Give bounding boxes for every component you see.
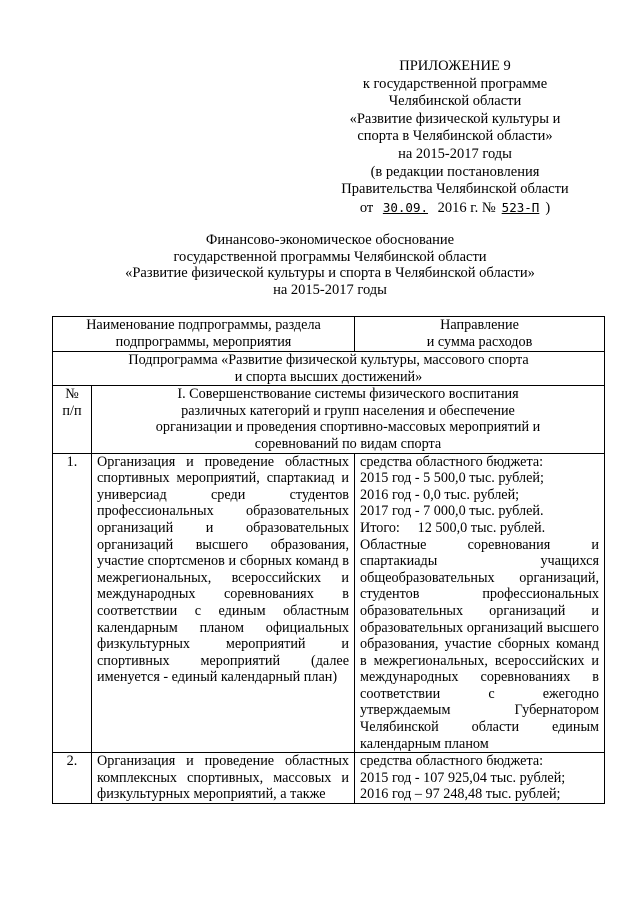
section-title-line: I. Совершенствование системы физического воспитания bbox=[177, 386, 519, 403]
section-title-cell bbox=[92, 386, 605, 453]
funding-line: 2015 год - 107 925,04 тыс. рублей; bbox=[360, 769, 566, 786]
document-title bbox=[70, 232, 590, 298]
section-title-line: соревнований по видам спорта bbox=[254, 435, 442, 452]
header-name-cell bbox=[53, 317, 355, 352]
funding-total: Итого: 12 500,0 тыс. рублей. bbox=[360, 519, 546, 536]
pp-label: п/п bbox=[62, 402, 82, 419]
subprogram-line: и спорта высших достижений» bbox=[234, 368, 423, 385]
appendix-line: к государственной программе bbox=[362, 75, 548, 92]
date-year: 2016 г. № bbox=[437, 199, 496, 216]
appendix-header bbox=[330, 58, 580, 217]
table-row bbox=[53, 453, 605, 753]
row-number: 1. bbox=[53, 453, 92, 753]
document-title-line: Финансово-экономическое обоснование bbox=[205, 232, 455, 248]
section-number-cell bbox=[53, 386, 92, 453]
section-row bbox=[53, 386, 605, 453]
activity-name: Организация и проведение областных комплексных спортивных, массовых и физкультурных мероприятий, а также bbox=[92, 753, 355, 804]
header-name-line: подпрограммы, мероприятия bbox=[115, 333, 292, 350]
funding-line: средства областного бюджета: bbox=[360, 453, 544, 470]
header-direction-cell bbox=[355, 317, 605, 352]
table-header-row bbox=[53, 317, 605, 352]
document-title-line: на 2015-2017 годы bbox=[273, 281, 387, 298]
funding-line: 2015 год - 5 500,0 тыс. рублей; bbox=[360, 470, 544, 487]
number-label: № bbox=[65, 386, 79, 403]
appendix-line: на 2015-2017 годы bbox=[398, 145, 512, 162]
header-direction-line: и сумма расходов bbox=[426, 333, 533, 350]
section-title-line: различных категорий и групп населения и обеспечение bbox=[181, 402, 515, 419]
date-stamp: 30.09. bbox=[382, 199, 429, 215]
decree-number-stamp: 523-П bbox=[501, 199, 540, 215]
subprogram-cell bbox=[53, 352, 605, 386]
document-title-line: государственной программы Челябинской области bbox=[173, 248, 487, 265]
activity-name: Организация и проведение областных спортивных мероприятий, спартакиад и универсиад среди студентов профессиональных образовательных организаций и образовательных организаций высшего образования, участие спортсменов и сборных команд в межрегиональных, всероссийских и международных соревнованиях в соответствии с единым областным календарным планом официальных физкультурных мероприятий и спортивных мероприятий (далее именуется - единый календарный план) bbox=[92, 453, 355, 753]
appendix-line: Челябинской области bbox=[388, 93, 522, 110]
header-direction-line: Направление bbox=[440, 317, 519, 333]
funding-cell bbox=[355, 753, 605, 804]
table-row bbox=[53, 753, 605, 804]
funding-line: 2017 год - 7 000,0 тыс. рублей. bbox=[360, 503, 544, 520]
financial-justification-table bbox=[52, 316, 605, 804]
funding-cell bbox=[355, 453, 605, 753]
appendix-line: спорта в Челябинской области» bbox=[357, 128, 553, 145]
document-title-line: «Развитие физической культуры и спорта в Челябинской области» bbox=[125, 265, 535, 282]
appendix-line: «Развитие физической культуры и bbox=[349, 110, 561, 127]
section-title-line: организации и проведения спортивно-массовых мероприятий и bbox=[155, 419, 541, 436]
appendix-line: Правительства Челябинской области bbox=[341, 181, 569, 198]
header-name-line: Наименование подпрограммы, раздела bbox=[86, 317, 321, 333]
activity-description: Областные соревнования и спартакиады учащихся общеобразовательных организаций, студентов профессиональных образовательных организаций и образовательных организаций высшего образования, участие сборных команд в межрегиональных, всероссийских и международных соревнованиях в соответствии с ежегодно утверждаемым Губернатором Челябинской области единым календарным планом bbox=[360, 536, 600, 752]
funding-line: средства областного бюджета: bbox=[360, 753, 544, 770]
row-number: 2. bbox=[53, 753, 92, 804]
decree-date-line bbox=[330, 199, 580, 218]
appendix-title: ПРИЛОЖЕНИЕ 9 bbox=[399, 58, 511, 74]
funding-line: 2016 год - 0,0 тыс. рублей; bbox=[360, 486, 520, 503]
date-suffix: ) bbox=[545, 199, 551, 216]
subprogram-row bbox=[53, 352, 605, 386]
appendix-line: (в редакции постановления bbox=[370, 163, 540, 180]
date-prefix: от bbox=[359, 199, 374, 216]
funding-line: 2016 год – 97 248,48 тыс. рублей; bbox=[360, 786, 561, 803]
subprogram-line: Подпрограмма «Развитие физической культуры, массового спорта bbox=[128, 352, 529, 368]
